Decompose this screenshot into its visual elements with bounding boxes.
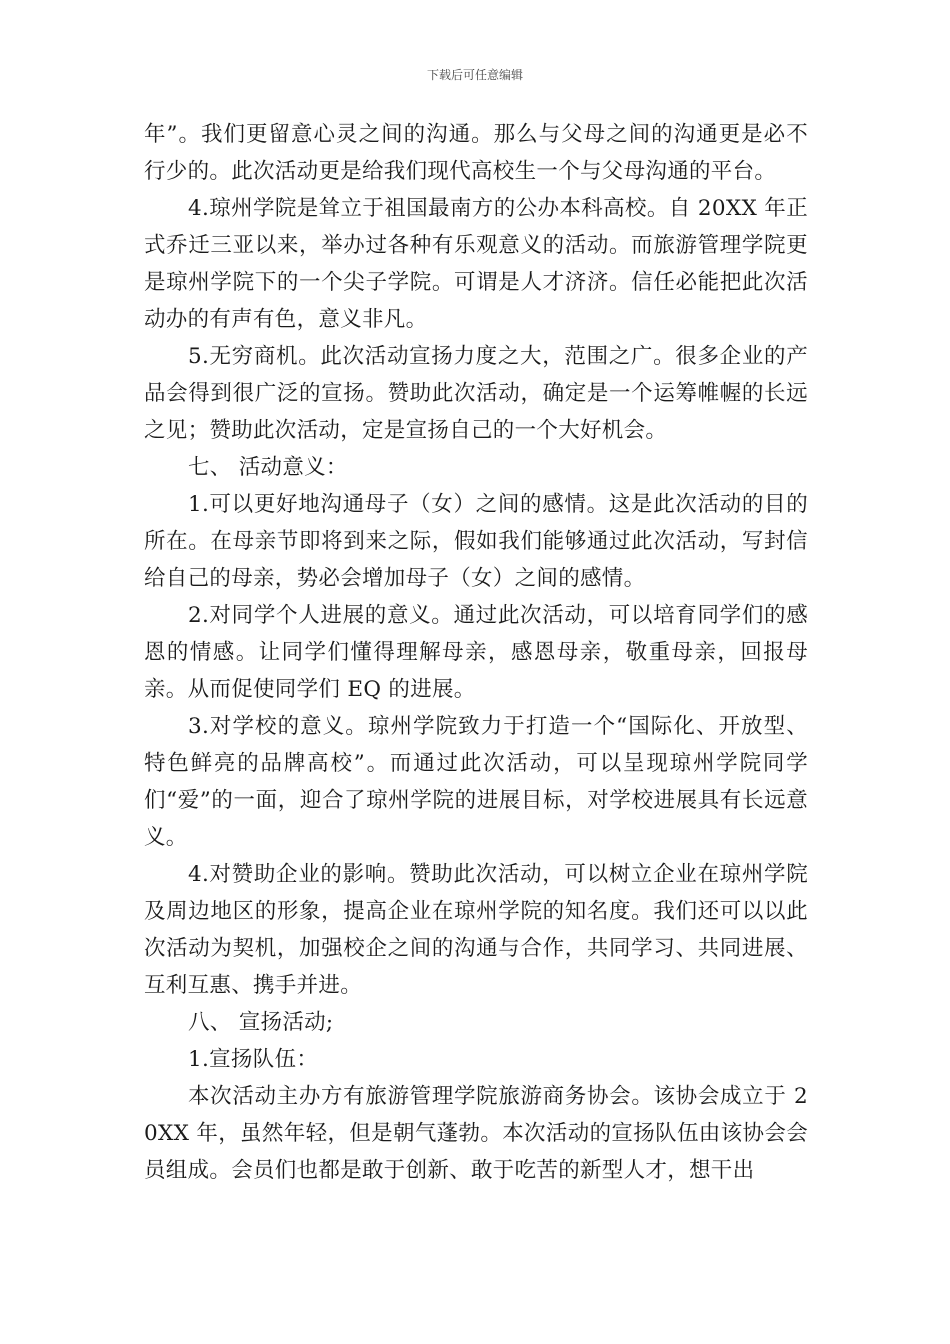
paragraph-continuation: 年”。我们更留意心灵之间的沟通。那么与父母之间的沟通更是必不行少的。此次活动更是给我们现代高校生一个与父母沟通的平台。 (144, 122, 808, 184)
page-header: 下载后可任意编辑 (426, 68, 523, 82)
paragraph-promotion-team: 本次活动主办方有旅游管理学院旅游商务协会。该协会成立于 20XX 年，虽然年轻，但是朝气蓬勃。本次活动的宣扬队伍由该协会会员组成。会员们也都是敢于创新、敢于吃苦的新型人才，想干出 (144, 1084, 808, 1183)
section-heading-significance: 七、 活动意义： (188, 455, 348, 480)
section-heading-promotion: 八、 宣扬活动; (188, 1010, 334, 1035)
document-body (144, 116, 808, 1189)
paragraph-item-4-qiongzhou: 4.琼州学院是耸立于祖国最南方的公办本科高校。自 20XX 年正式乔迁三亚以来，举办过各种有乐观意义的活动。而旅游管理学院更是琼州学院下的一个尖子学院。可谓是人才济济。信任必能把此次活动办的有声有色，意义非凡。 (144, 196, 808, 332)
paragraph-significance-4: 4.对赞助企业的影响。赞助此次活动，可以树立企业在琼州学院及周边地区的形象，提高企业在琼州学院的知名度。我们还可以以此次活动为契机，加强校企之间的沟通与合作，共同学习、共同进展、互利互惠、携手并进。 (144, 862, 808, 998)
paragraph-item-5-business: 5.无穷商机。此次活动宣扬力度之大，范围之广。很多企业的产品会得到很广泛的宣扬。赞助此次活动，确定是一个运筹帷幄的长远之见；赞助此次活动，定是宣扬自己的一个大好机会。 (144, 344, 808, 443)
paragraph-significance-2: 2.对同学个人进展的意义。通过此次活动，可以培育同学们的感恩的情感。让同学们懂得理解母亲，感恩母亲，敬重母亲，回报母亲。从而促使同学们 EQ 的进展。 (144, 603, 808, 702)
paragraph-significance-1: 1.可以更好地沟通母子（女）之间的感情。这是此次活动的目的所在。在母亲节即将到来之际，假如我们能够通过此次活动，写封信给自己的母亲，势必会增加母子（女）之间的感情。 (144, 492, 808, 591)
paragraph-significance-3: 3.对学校的意义。琼州学院致力于打造一个“国际化、开放型、特色鲜亮的品牌高校”。而通过此次活动，可以呈现琼州学院同学们“爱”的一面，迎合了琼州学院的进展目标，对学校进展具有长远意义。 (144, 714, 808, 850)
subheading-promotion-team: 1.宣扬队伍： (188, 1047, 319, 1072)
